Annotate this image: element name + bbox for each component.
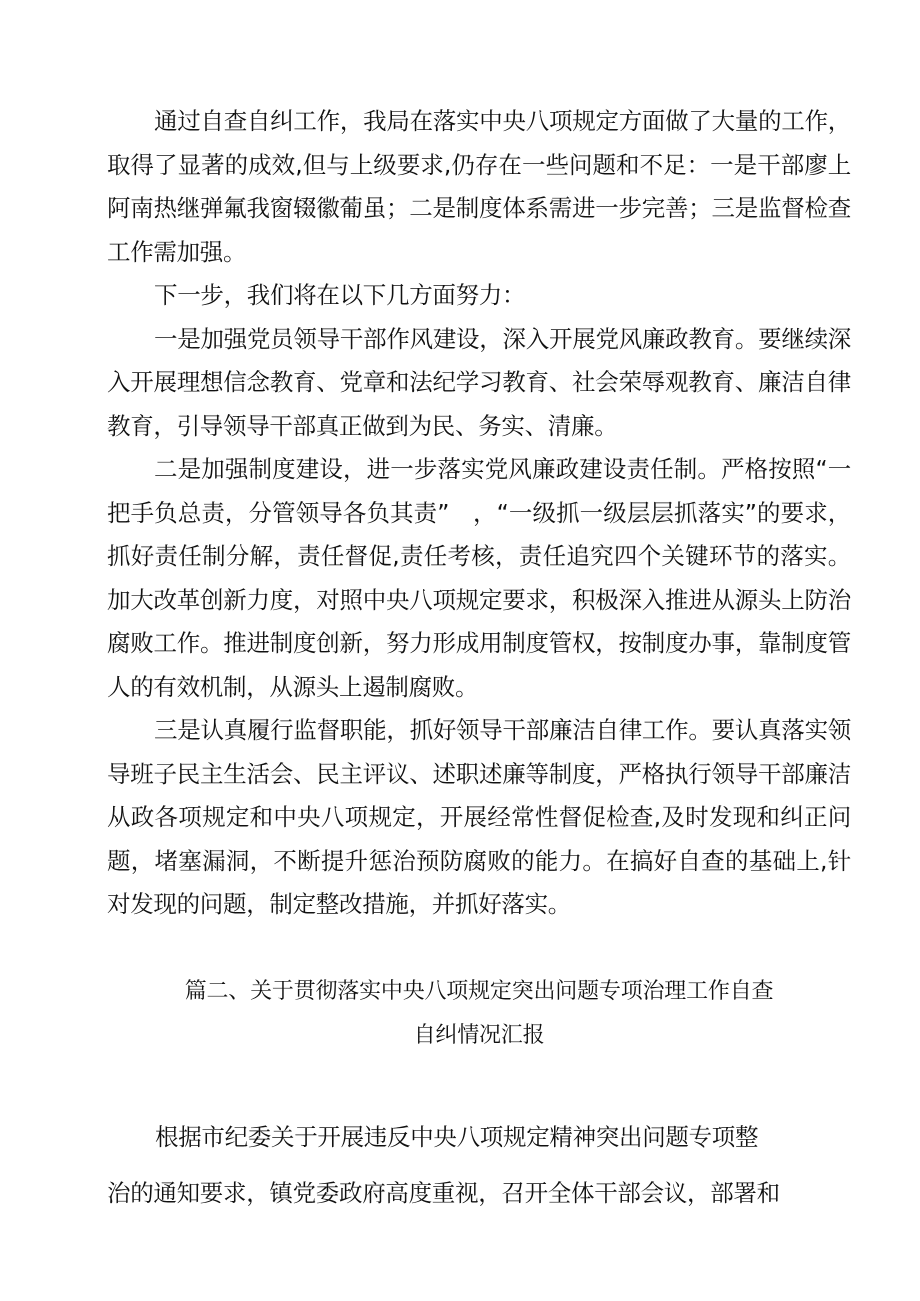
- paragraph-self-inspection-summary: 通过自查自纠工作，我局在落实中央八项规定方面做了大量的工作，取得了显著的成效,但与上级要求,仍存在一些问题和不足：一是干部廖上阿南热继弹氟我窗辍徽葡虽；二是制度体系需进一步完善；三是监督检查工作需加强。: [107, 107, 851, 266]
- paragraph-measure-one: 一是加强党员领导干部作风建设，深入开展党风廉政教育。要继续深入开展理想信念教育、党章和法纪学习教育、社会荣辱观教育、廉洁自律教育，引导领导干部真正做到为民、务实、清廉。: [107, 324, 851, 440]
- section-title-line-2: 自纠情况汇报: [413, 1023, 545, 1048]
- closing-paragraph-line-2: 治的通知要求，镇党委政府高度重视，召开全体干部会议，部署和: [107, 1179, 780, 1207]
- closing-paragraph-line-1: 根据市纪委关于开展违反中央八项规定精神突出问题专项整: [155, 1123, 759, 1151]
- paragraph-next-steps-intro: 下一步，我们将在以下几方面努力：: [154, 281, 526, 309]
- paragraph-measure-two: 二是加强制度建设，进一步落实党风廉政建设责任制。严格按照“一把手负总责，分管领导各负其责” ，“一级抓一级层层抓落实”的要求，抓好责任制分解，责任督促,责任考核，责任追究四个关键环节的落实。加大改革创新力度，对照中央八项规定要求，积极深入推进从源头上防治腐败工作。推进制度创新，努力形成用制度管权，按制度办事，靠制度管人的有效机制，从源头上遏制腐败。: [107, 455, 851, 701]
- section-title-line-1: 篇二、关于贯彻落实中央八项规定突出问题专项治理工作自查: [184, 979, 774, 1004]
- paragraph-measure-three: 三是认真履行监督职能，抓好领导干部廉洁自律工作。要认真落实领导班子民主生活会、民主评议、述职述廉等制度，严格执行领导干部廉洁从政各项规定和中央八项规定，开展经常性督促检查,及时发现和纠正问题，堵塞漏洞，不断提升惩治预防腐败的能力。在搞好自查的基础上,针对发现的问题，制定整改措施，并抓好落实。: [107, 716, 851, 918]
- body-section: [107, 100, 851, 927]
